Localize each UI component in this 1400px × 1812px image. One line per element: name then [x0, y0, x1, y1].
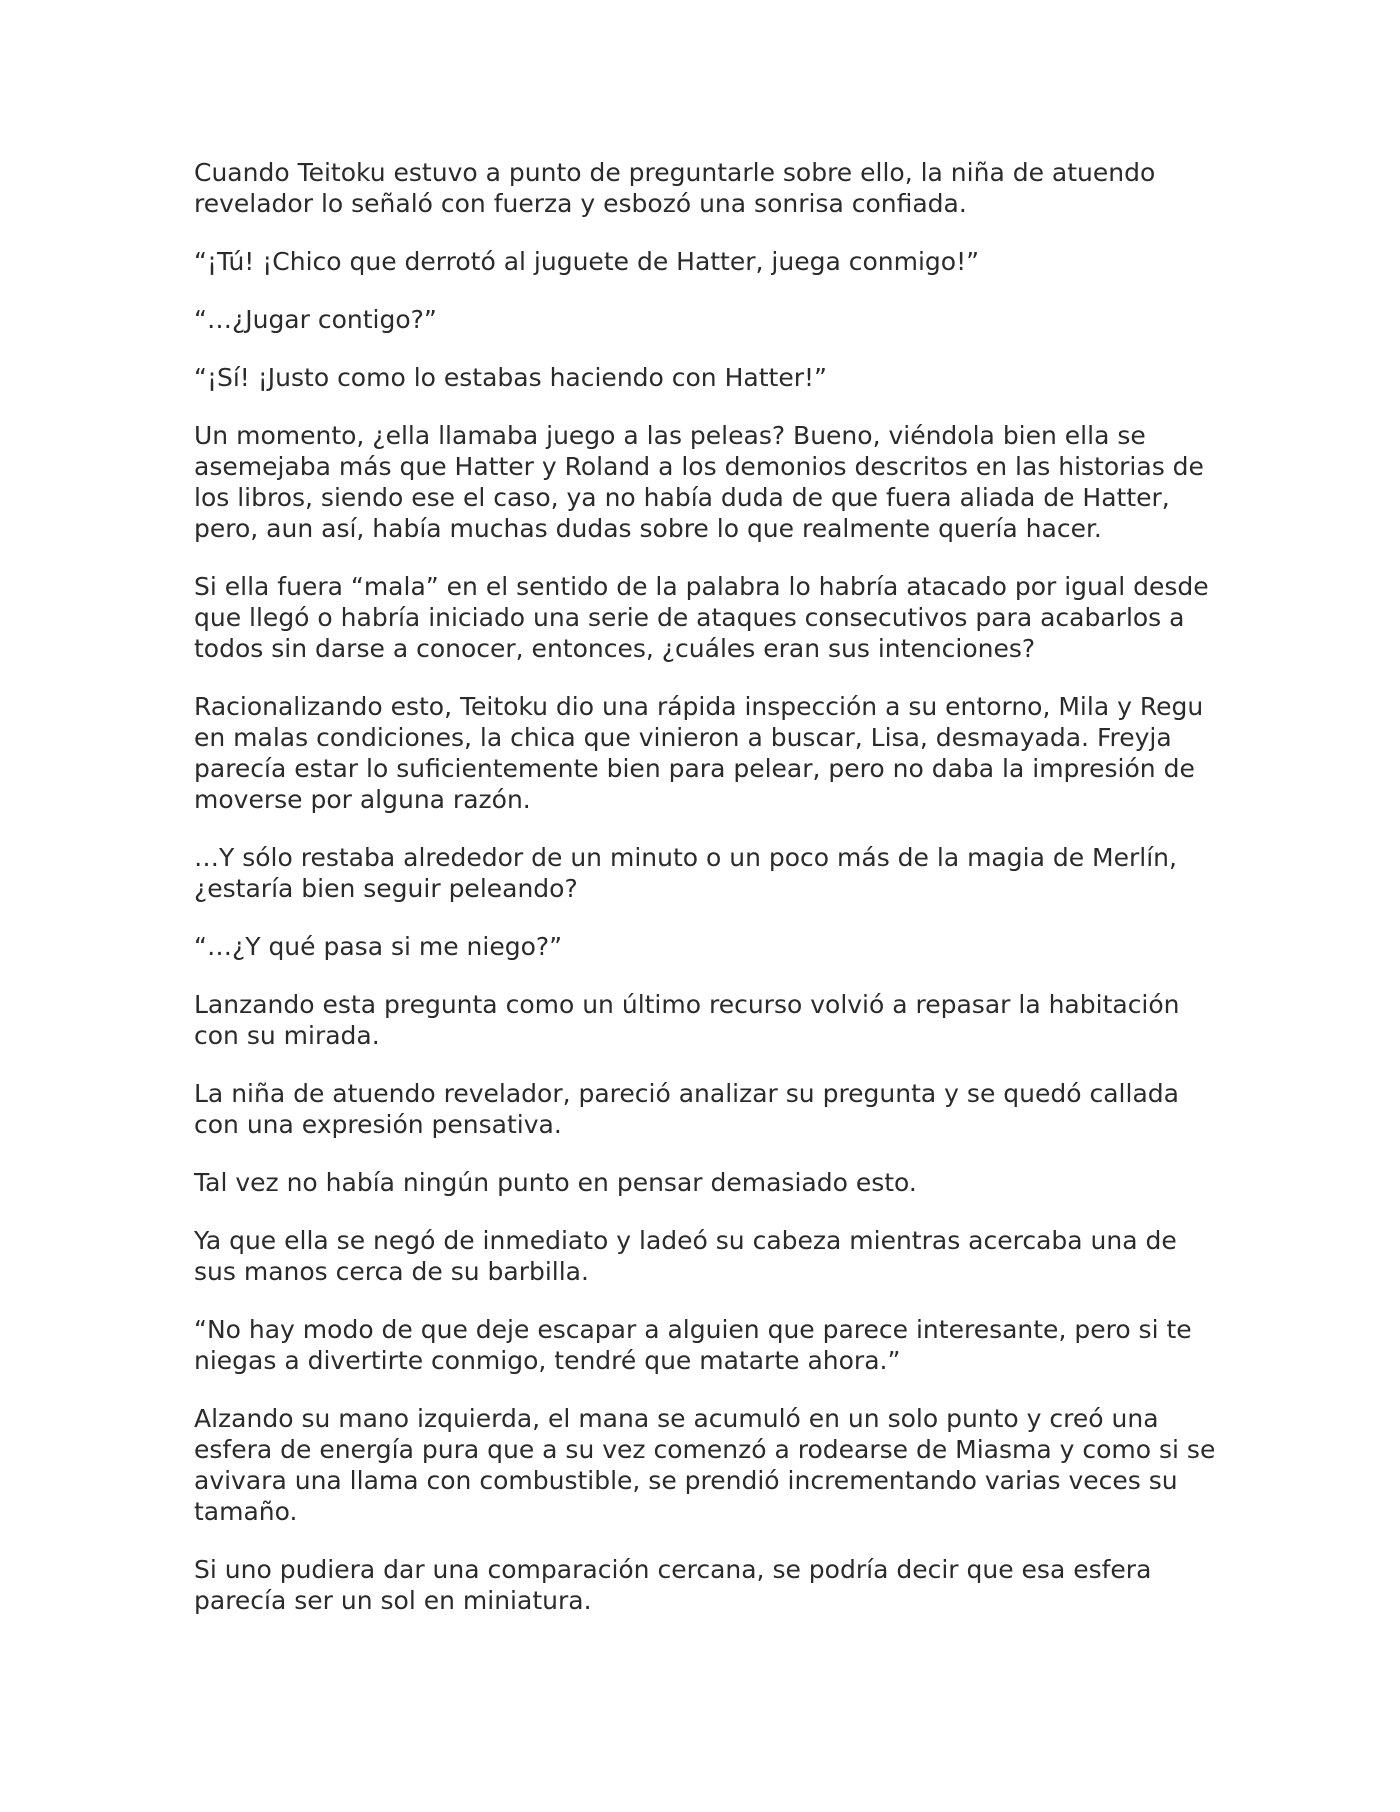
paragraph: Lanzando esta pregunta como un último recurso volvió a repasar la habitación con su mirada. — [194, 990, 1180, 1050]
paragraph: “¡Sí! ¡Justo como lo estabas haciendo con Hatter!” — [194, 363, 827, 392]
paragraph: “No hay modo de que deje escapar a alguien que parece interesante, pero si te niegas a divertirte conmigo, tendré que matarte ahora.” — [194, 1315, 1192, 1375]
paragraph: …Y sólo restaba alrededor de un minuto o un poco más de la magia de Merlín, ¿estaría bien seguir peleando? — [194, 843, 1177, 903]
paragraph: Si ella fuera “mala” en el sentido de la palabra lo habría atacado por igual desde que llegó o habría iniciado una serie de ataques consecutivos para acabarlos a todos sin darse a conocer, entonces, ¿cuáles eran sus intenciones? — [194, 572, 1209, 663]
paragraph: Ya que ella se negó de inmediato y ladeó su cabeza mientras acercaba una de sus manos cerca de su barbilla. — [194, 1226, 1177, 1286]
paragraph: Alzando su mano izquierda, el mana se acumuló en un solo punto y creó una esfera de energía pura que a su vez comenzó a rodearse de Miasma y como si se avivara una llama con combustible, se prendió incrementando varias veces su tamaño. — [194, 1404, 1216, 1526]
document-body — [194, 157, 1224, 1643]
paragraph: Cuando Teitoku estuvo a punto de preguntarle sobre ello, la niña de atuendo revelador lo señaló con fuerza y esbozó una sonrisa confiada. — [194, 158, 1156, 218]
paragraph: Racionalizando esto, Teitoku dio una rápida inspección a su entorno, Mila y Regu en malas condiciones, la chica que vinieron a buscar, Lisa, desmayada. Freyja parecía estar lo suficientemente bien para pelear, pero no daba la impresión de moverse por alguna razón. — [194, 692, 1204, 814]
paragraph: “…¿Y qué pasa si me niego?” — [194, 932, 563, 961]
paragraph: Un momento, ¿ella llamaba juego a las peleas? Bueno, viéndola bien ella se asemejaba más que Hatter y Roland a los demonios descritos en las historias de los libros, siendo ese el caso, ya no había duda de que fuera aliada de Hatter, pero, aun así, había muchas dudas sobre lo que realmente quería hacer. — [194, 421, 1204, 543]
paragraph: “¡Tú! ¡Chico que derrotó al juguete de Hatter, juega conmigo!” — [194, 247, 980, 276]
paragraph: “…¿Jugar contigo?” — [194, 305, 437, 334]
paragraph: Tal vez no había ningún punto en pensar demasiado esto. — [194, 1168, 917, 1197]
paragraph: La niña de atuendo revelador, pareció analizar su pregunta y se quedó callada con una expresión pensativa. — [194, 1079, 1179, 1139]
paragraph: Si uno pudiera dar una comparación cercana, se podría decir que esa esfera parecía ser un sol en miniatura. — [194, 1555, 1152, 1615]
